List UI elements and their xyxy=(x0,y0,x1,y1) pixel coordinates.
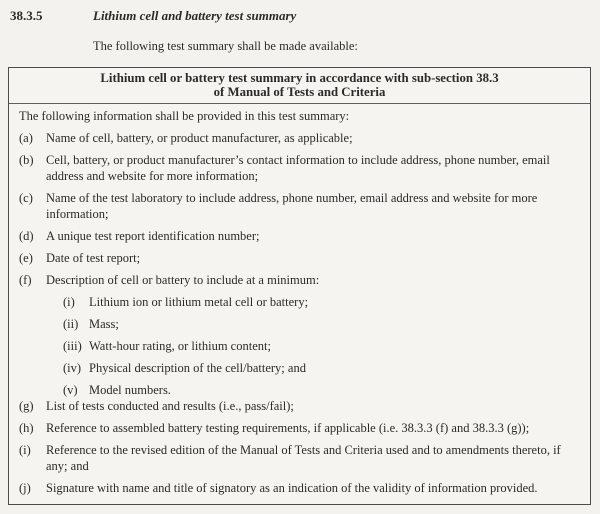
item-label: (f) xyxy=(19,273,32,287)
test-summary-table xyxy=(8,67,591,505)
item-label: (g) xyxy=(19,399,34,413)
sublist-item-v xyxy=(63,382,580,398)
list-item-f xyxy=(19,272,580,288)
subitem-text: Watt-hour rating, or lithium content; xyxy=(89,339,271,353)
item-label: (c) xyxy=(19,191,33,205)
subitem-text: Lithium ion or lithium metal cell or battery; xyxy=(89,295,309,309)
item-text: Date of test report; xyxy=(46,251,141,265)
item-label: (h) xyxy=(19,421,34,435)
item-label: (d) xyxy=(19,229,34,243)
table-header-line1: Lithium cell or battery test summary in accordance with sub-section 38.3 xyxy=(100,71,499,85)
list-item-h xyxy=(19,420,580,436)
list-item-a xyxy=(19,130,580,146)
subitem-text: Physical description of the cell/battery; and xyxy=(89,361,306,375)
list-item-c xyxy=(19,190,580,222)
list-item-d xyxy=(19,228,580,244)
sublist-item-iii xyxy=(63,338,580,354)
list-item-g xyxy=(19,398,580,414)
item-text: Name of cell, battery, or product manufacturer, as applicable; xyxy=(46,131,353,145)
table-body-intro: The following information shall be provided in this test summary: xyxy=(19,109,350,123)
section-heading xyxy=(0,0,600,23)
sublist-f xyxy=(63,294,580,398)
subitem-label: (iv) xyxy=(63,361,82,375)
sublist-item-i xyxy=(63,294,580,310)
list-item-b xyxy=(19,152,580,184)
subitem-label: (i) xyxy=(63,295,75,309)
item-text: List of tests conducted and results (i.e., pass/fail); xyxy=(46,399,294,413)
item-text: Reference to the revised edition of the Manual of Tests and Criteria used and to amendments thereto, if any; and xyxy=(46,443,561,473)
subitem-label: (v) xyxy=(63,383,78,397)
item-label: (a) xyxy=(19,131,33,145)
subitem-text: Mass; xyxy=(89,317,119,331)
intro-paragraph: The following test summary shall be made available: xyxy=(93,39,358,53)
sublist-item-iv xyxy=(63,360,580,376)
item-label: (e) xyxy=(19,251,33,265)
subitem-label: (ii) xyxy=(63,317,79,331)
item-text: Name of the test laboratory to include address, phone number, email address and website for more information; xyxy=(46,191,538,221)
list-item-i xyxy=(19,442,580,474)
item-text: Signature with name and title of signatory as an indication of the validity of information provided. xyxy=(46,481,538,495)
section-number: 38.3.5 xyxy=(10,8,43,23)
item-label: (j) xyxy=(19,481,31,495)
subitem-label: (iii) xyxy=(63,339,82,353)
list-item-e xyxy=(19,250,580,266)
item-text: A unique test report identification number; xyxy=(46,229,260,243)
table-header-line2: of Manual of Tests and Criteria xyxy=(213,85,386,99)
item-label: (b) xyxy=(19,153,34,167)
item-text: Reference to assembled battery testing requirements, if applicable (i.e. 38.3.3 (f) and 38.3.3 (g)); xyxy=(46,421,530,435)
table-body xyxy=(9,104,590,504)
sublist-item-ii xyxy=(63,316,580,332)
list-item-j xyxy=(19,480,580,496)
item-text: Cell, battery, or product manufacturer’s contact information to include address, phone number, email address and website for more information; xyxy=(46,153,550,183)
item-label: (i) xyxy=(19,443,31,457)
table-header xyxy=(9,68,590,104)
item-text: Description of cell or battery to include at a minimum: xyxy=(46,273,320,287)
section-title: Lithium cell and battery test summary xyxy=(93,8,297,23)
subitem-text: Model numbers. xyxy=(89,383,171,397)
